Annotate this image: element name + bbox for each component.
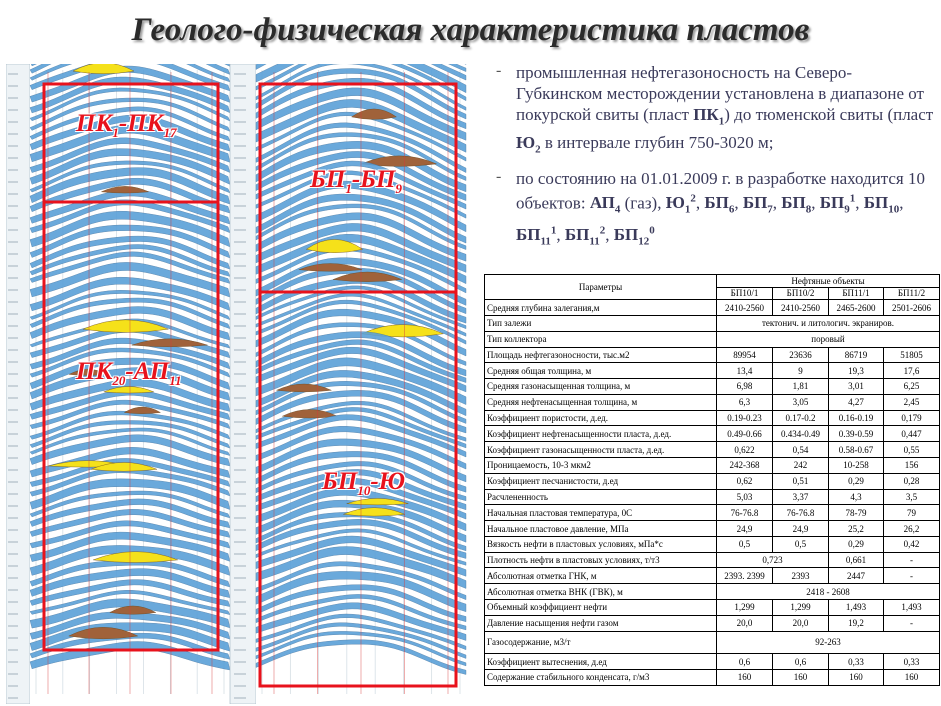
value-cell: 0.16-0.19 bbox=[829, 410, 884, 426]
param-name-cell: Объемный коэффициент нефти bbox=[485, 600, 717, 616]
param-name-cell: Тип коллектора bbox=[485, 331, 717, 347]
value-cell: 19,2 bbox=[829, 615, 884, 631]
value-cell: - bbox=[884, 552, 940, 568]
value-cell: 0,179 bbox=[884, 410, 940, 426]
header-parameters: Параметры bbox=[485, 275, 717, 300]
param-name-cell: Средняя нефтенасыщенная толщина, м bbox=[485, 394, 717, 410]
table-row bbox=[485, 458, 940, 474]
value-cell: 2410-2560 bbox=[773, 300, 829, 316]
value-cell: 0.49-0.66 bbox=[717, 426, 773, 442]
table-row bbox=[485, 536, 940, 552]
value-cell: 2465-2600 bbox=[829, 300, 884, 316]
param-name-cell: Начальное пластовое давление, МПа bbox=[485, 521, 717, 537]
value-cell: 0,723 bbox=[717, 552, 829, 568]
table-row bbox=[485, 394, 940, 410]
param-name-cell: Коэффициент нефтенасыщенности пласта, д.ед. bbox=[485, 426, 717, 442]
value-cell: - bbox=[884, 568, 940, 584]
value-cell: 3,05 bbox=[773, 394, 829, 410]
value-cell: 242-368 bbox=[717, 458, 773, 474]
value-cell: 78-79 bbox=[829, 505, 884, 521]
zone-label-pk1-pk17: $ПК_1-ПК_{17}$ bbox=[76, 110, 177, 140]
middle-scale-strip bbox=[230, 64, 256, 704]
header-oil-objects: Нефтяные объекты bbox=[717, 275, 940, 288]
value-cell: 10-258 bbox=[829, 458, 884, 474]
value-cell: 89954 bbox=[717, 347, 773, 363]
param-name-cell: Вязкость нефти в пластовых условиях, мПа*с bbox=[485, 536, 717, 552]
table-row bbox=[485, 426, 940, 442]
value-cell: 1,299 bbox=[717, 600, 773, 616]
value-cell: 6,25 bbox=[884, 379, 940, 395]
value-cell: 160 bbox=[773, 669, 829, 685]
value-cell: 3,5 bbox=[884, 489, 940, 505]
col-header: БП11/2 bbox=[884, 287, 940, 300]
param-name-cell: Газосодержание, м3/т bbox=[485, 631, 717, 654]
value-cell: 0,29 bbox=[829, 473, 884, 489]
value-cell: 156 bbox=[884, 458, 940, 474]
object-name: $БП_{11}^1$ bbox=[516, 224, 557, 248]
object-name: $БП_9^1$ bbox=[819, 192, 856, 216]
bullet-marker: - bbox=[496, 62, 502, 79]
zone-label-bp10-yu: $БП_{10}-Ю$ bbox=[322, 468, 406, 498]
value-cell: 0,28 bbox=[884, 473, 940, 489]
param-name-cell: Содержание стабильного конденсата, г/м3 bbox=[485, 669, 717, 685]
value-cell: 160 bbox=[829, 669, 884, 685]
value-cell: 1,81 bbox=[773, 379, 829, 395]
table-row bbox=[485, 654, 940, 670]
param-name-cell: Средняя глубина залегания,м bbox=[485, 300, 717, 316]
value-cell: 0,6 bbox=[773, 654, 829, 670]
value-cell: - bbox=[884, 615, 940, 631]
table-row bbox=[485, 410, 940, 426]
table-row bbox=[485, 600, 940, 616]
param-name-cell: Плотность нефти в пластовых условиях, т/т3 bbox=[485, 552, 717, 568]
value-cell: 23636 bbox=[773, 347, 829, 363]
param-name-cell: Средняя общая толщина, м bbox=[485, 363, 717, 379]
param-name-cell: Абсолютная отметка ГНК, м bbox=[485, 568, 717, 584]
value-cell: 24,9 bbox=[717, 521, 773, 537]
value-cell: 17,6 bbox=[884, 363, 940, 379]
note-oil-gas-range: - промышленная нефтегазоносность на Северо-Губкинском месторождении установлена в диапазоне от покурской свиты (пласт $ПК_1$) до тюменской свиты (пласт $Ю_2$ в интервале глубин 750-3020 м; bbox=[496, 62, 934, 156]
value-cell: 6,3 bbox=[717, 394, 773, 410]
param-name-cell: Коэффициент газонасыщенности пласта, д.ед. bbox=[485, 442, 717, 458]
value-cell: 160 bbox=[717, 669, 773, 685]
value-cell: 0,6 bbox=[717, 654, 773, 670]
param-name-cell: Абсолютная отметка ВНК (ГВК), м bbox=[485, 584, 717, 600]
param-name-cell: Площадь нефтегазоносности, тыс.м2 bbox=[485, 347, 717, 363]
object-name: $БП_{10}$ bbox=[863, 193, 900, 216]
table-row bbox=[485, 442, 940, 458]
value-cell: 92-263 bbox=[717, 631, 940, 654]
table-row bbox=[485, 363, 940, 379]
param-name-cell: Расчлененность bbox=[485, 489, 717, 505]
table-row bbox=[485, 669, 940, 685]
value-cell: 24,9 bbox=[773, 521, 829, 537]
parameters-table-body bbox=[485, 300, 940, 686]
value-cell: 26,2 bbox=[884, 521, 940, 537]
value-cell: 1,493 bbox=[884, 600, 940, 616]
value-cell: 0,55 bbox=[884, 442, 940, 458]
table-row bbox=[485, 552, 940, 568]
value-cell: 2393. 2399 bbox=[717, 568, 773, 584]
parameters-table bbox=[484, 274, 940, 686]
table-row bbox=[485, 347, 940, 363]
param-name-cell: Коэффициент вытеснения, д.ед bbox=[485, 654, 717, 670]
value-cell: 2,45 bbox=[884, 394, 940, 410]
value-cell: 76-76.8 bbox=[717, 505, 773, 521]
table-row bbox=[485, 489, 940, 505]
param-name-cell: Давление насыщения нефти газом bbox=[485, 615, 717, 631]
table-row bbox=[485, 473, 940, 489]
table-row bbox=[485, 315, 940, 331]
col-header: БП10/1 bbox=[717, 287, 773, 300]
object-name: $БП_{11}^2$ bbox=[564, 224, 606, 248]
value-cell: 0.17-0.2 bbox=[773, 410, 829, 426]
param-name-cell: Коэффициент пористости, д.ед. bbox=[485, 410, 717, 426]
value-cell: 0.434-0.49 bbox=[773, 426, 829, 442]
value-cell: 5,03 bbox=[717, 489, 773, 505]
col-header: БП11/1 bbox=[829, 287, 884, 300]
value-cell: 76-76.8 bbox=[773, 505, 829, 521]
value-cell: 0,33 bbox=[829, 654, 884, 670]
table-row bbox=[485, 615, 940, 631]
object-name: $БП_7$ bbox=[742, 193, 773, 216]
value-cell: 0.58-0.67 bbox=[829, 442, 884, 458]
zone-label-pk20-ap11: $ПК_{20}-АП_{11}$ bbox=[76, 358, 182, 388]
value-cell: 51805 bbox=[884, 347, 940, 363]
param-name-cell: Тип залежи bbox=[485, 315, 717, 331]
value-cell: 0.39-0.59 bbox=[829, 426, 884, 442]
objects-list: $АП_4$ (газ), $Ю_1^2$, $БП_6$, $БП_7$, $БП_8$, $БП_9^1$, $БП_{10}$, $БП_{11}^1$, $БП_{11}^2$, $БП_{12}^0$ bbox=[516, 192, 904, 248]
param-name-cell: Начальная пластовая температура, 0С bbox=[485, 505, 717, 521]
object-name: $БП_6$ bbox=[704, 193, 735, 216]
value-cell: 2447 bbox=[829, 568, 884, 584]
value-cell: тектонич. и литологич. экраниров. bbox=[717, 315, 940, 331]
value-cell: 9 bbox=[773, 363, 829, 379]
object-name: $АП_4$ bbox=[589, 193, 621, 216]
bullet-marker: - bbox=[496, 167, 502, 185]
value-cell: 242 bbox=[773, 458, 829, 474]
slide-title: Геолого-физическая характеристика пластов bbox=[131, 12, 810, 48]
zone-label-bp1-bp9: $БП_1-БП_9$ bbox=[310, 166, 402, 196]
value-cell: 20,0 bbox=[717, 615, 773, 631]
value-cell: 25,2 bbox=[829, 521, 884, 537]
value-cell: 0,42 bbox=[884, 536, 940, 552]
value-cell: 0,62 bbox=[717, 473, 773, 489]
note-development-objects: - по состоянию на 01.01.2009 г. в разработке находится 10 объектов: $АП_4$ (газ), $Ю_1^2$, $БП_6$, $БП_7$, $БП_8$, $БП_9^1$, $БП_{10}$, $БП_{11}^1$, $БП_{11}^2$, $БП_{12}^0$ bbox=[496, 167, 925, 248]
value-cell: 1,493 bbox=[829, 600, 884, 616]
value-cell: 0,661 bbox=[829, 552, 884, 568]
value-cell: 4,3 bbox=[829, 489, 884, 505]
value-cell: 2393 bbox=[773, 568, 829, 584]
table-row bbox=[485, 379, 940, 395]
value-cell: 1,299 bbox=[773, 600, 829, 616]
value-cell: 6,98 bbox=[717, 379, 773, 395]
value-cell: 2418 - 2608 bbox=[717, 584, 940, 600]
value-cell: 0,622 bbox=[717, 442, 773, 458]
param-name-cell: Средняя газонасыщенная толщина, м bbox=[485, 379, 717, 395]
value-cell: 0,33 bbox=[884, 654, 940, 670]
table-row bbox=[485, 584, 940, 600]
param-name-cell: Коэффициент песчанистости, д.ед bbox=[485, 473, 717, 489]
value-cell: 2410-2560 bbox=[717, 300, 773, 316]
value-cell: 79 bbox=[884, 505, 940, 521]
table-row bbox=[485, 568, 940, 584]
value-cell: 2501-2606 bbox=[884, 300, 940, 316]
value-cell: поровый bbox=[717, 331, 940, 347]
value-cell: 0,5 bbox=[717, 536, 773, 552]
value-cell: 3,01 bbox=[829, 379, 884, 395]
value-cell: 4,27 bbox=[829, 394, 884, 410]
value-cell: 86719 bbox=[829, 347, 884, 363]
object-name: $БП_{12}^0$ bbox=[613, 224, 655, 248]
geological-section bbox=[6, 64, 472, 704]
value-cell: 0,447 bbox=[884, 426, 940, 442]
value-cell: 20,0 bbox=[773, 615, 829, 631]
value-cell: 19,3 bbox=[829, 363, 884, 379]
value-cell: 13,4 bbox=[717, 363, 773, 379]
depth-scale-strip bbox=[6, 64, 30, 704]
table-row bbox=[485, 331, 940, 347]
value-cell: 0,29 bbox=[829, 536, 884, 552]
col-header: БП10/2 bbox=[773, 287, 829, 300]
table-row bbox=[485, 521, 940, 537]
param-name-cell: Проницаемость, 10-3 мкм2 bbox=[485, 458, 717, 474]
table-row bbox=[485, 631, 940, 654]
table-row bbox=[485, 300, 940, 316]
value-cell: 160 bbox=[884, 669, 940, 685]
notes bbox=[494, 62, 934, 260]
table-row bbox=[485, 505, 940, 521]
value-cell: 0,5 bbox=[773, 536, 829, 552]
value-cell: 0.19-0.23 bbox=[717, 410, 773, 426]
object-name: $БП_8$ bbox=[781, 193, 812, 216]
value-cell: 0,54 bbox=[773, 442, 829, 458]
value-cell: 3,37 bbox=[773, 489, 829, 505]
value-cell: 0,51 bbox=[773, 473, 829, 489]
object-name: $Ю_1^2$ bbox=[665, 192, 696, 216]
